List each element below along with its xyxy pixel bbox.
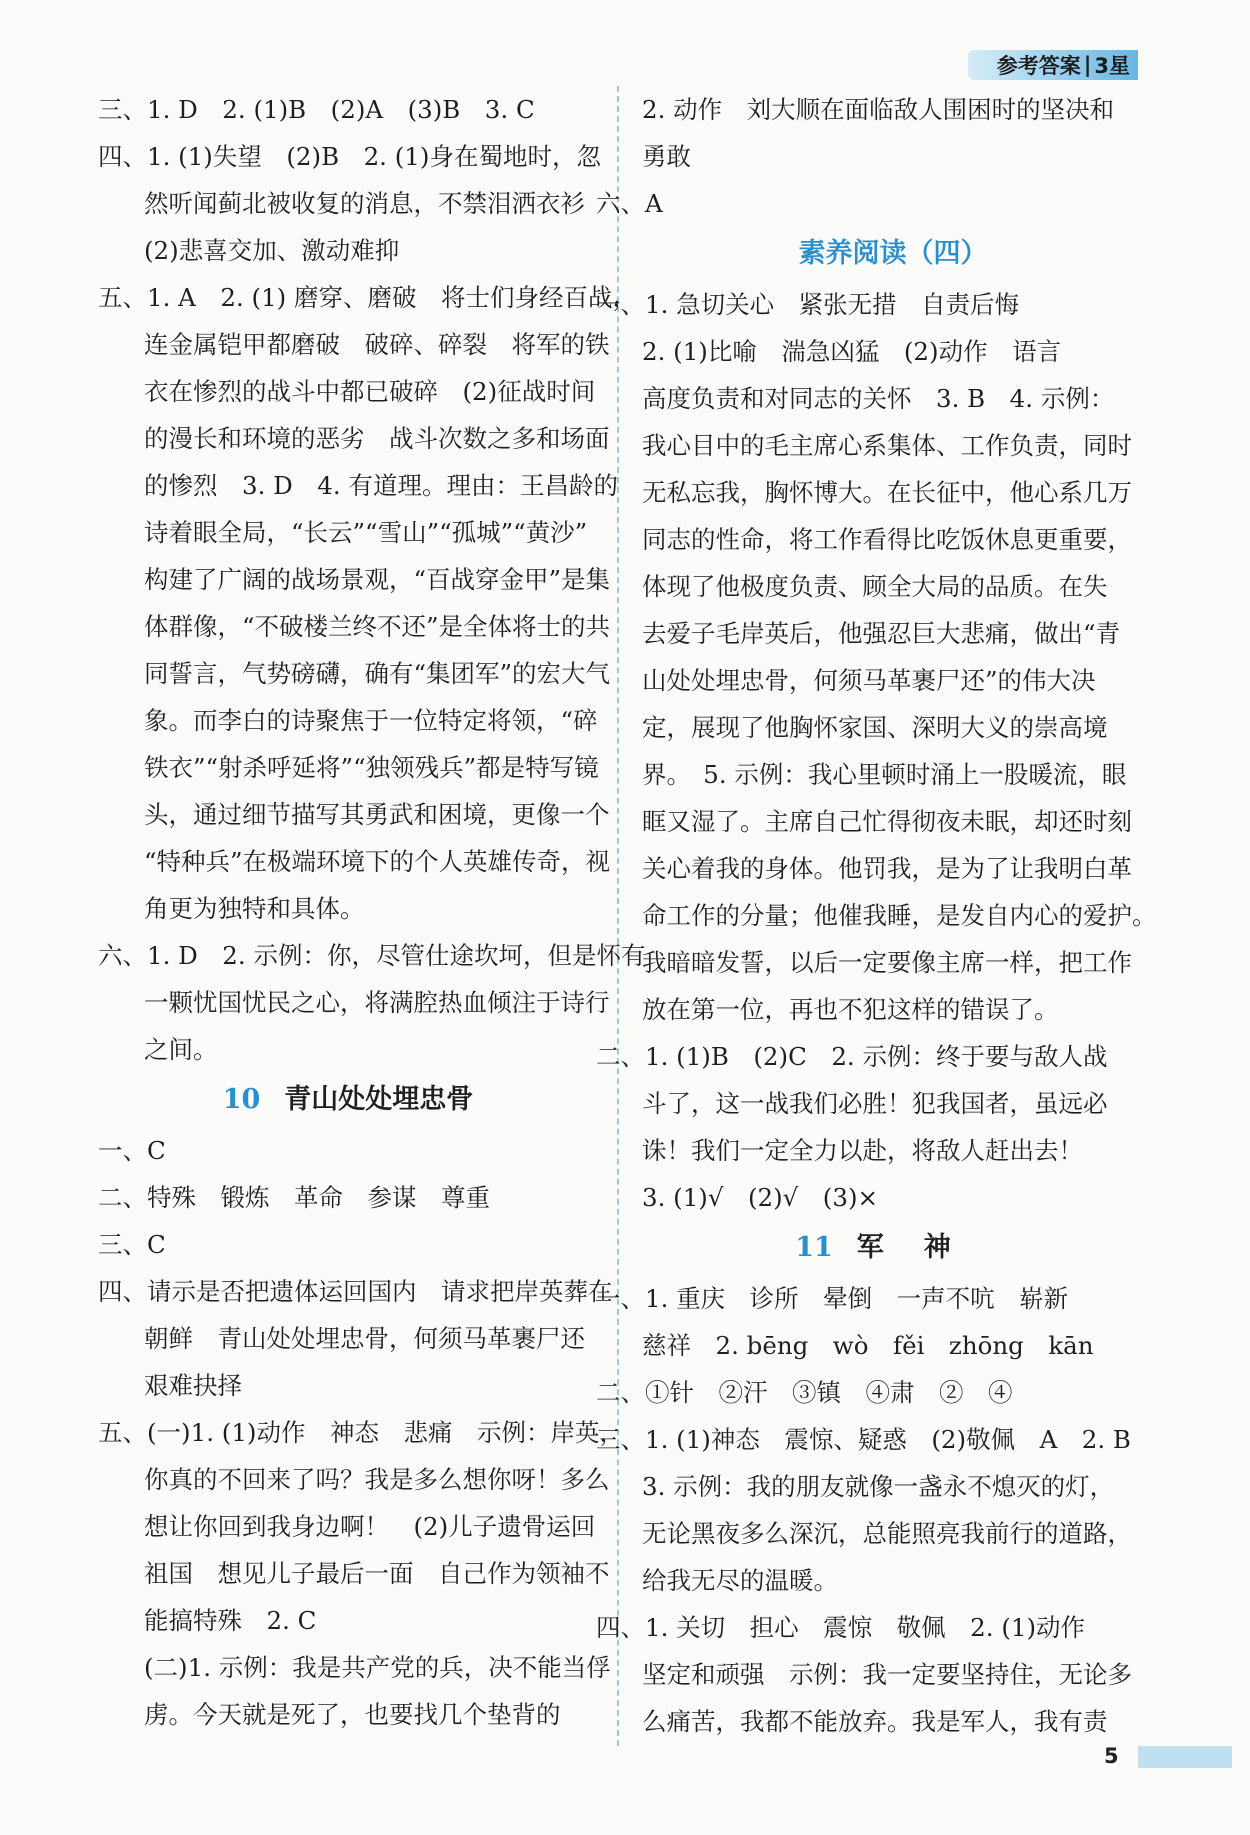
answer-line: 诛！我们一定全力以赴，将敌人赶出去！ [642, 1136, 1083, 1165]
answer-line: 铁衣”“射杀呼延将”“独领残兵”都是特写镜 [144, 753, 599, 782]
answer-line: 无论黑夜多么深沉，总能照亮我前行的道路， [642, 1519, 1132, 1548]
header-badge: 参考答案 | 3星 [968, 50, 1138, 80]
answer-line: 关心着我的身体。他罚我，是为了让我明白革 [642, 854, 1132, 883]
answer-line: 朝鲜 青山处处埋忠骨，何须马革裹尸还 [144, 1324, 585, 1353]
answer-line: 然听闻蓟北被收复的消息，不禁泪洒衣衫 [144, 189, 585, 218]
column-divider [617, 86, 619, 1746]
answer-line: 四、1. 关切 担心 震惊 敬佩 2. (1)动作 [596, 1613, 1086, 1642]
answer-line: 头，通过细节描写其勇武和困境，更像一个 [144, 800, 610, 829]
answer-line: 体群像，“不破楼兰终不还”是全体将士的共 [144, 612, 611, 641]
right-column [596, 86, 1157, 1745]
reading-4-title: 素养阅读（四） [798, 238, 988, 269]
answer-line: 二、1. (1)B (2)C 2. 示例：终于要与敌人战 [596, 1042, 1108, 1071]
answer-line: 三、C [98, 1230, 166, 1259]
answer-line: 给我无尽的温暖。 [642, 1566, 838, 1595]
answer-line: 诗着眼全局，“长云”“雪山”“孤城”“黄沙” [144, 518, 588, 547]
header-label: 参考答案 [996, 54, 1081, 78]
answer-line: 构建了广阔的战场景观，“百战穿金甲”是集 [144, 565, 611, 594]
answer-line: 同誓言，气势磅礴，确有“集团军”的宏大气 [144, 659, 611, 688]
answer-line: 定，展现了他胸怀家国、深明大义的崇高境 [642, 713, 1108, 742]
lesson-11-title [642, 1223, 1144, 1273]
answer-line: 山处处埋忠骨，何须马革裹尸还”的伟大决 [642, 666, 1096, 695]
answer-line: 你真的不回来了吗？我是多么想你呀！多么 [144, 1465, 610, 1494]
answer-line: 体现了他极度负责、顾全大局的品质。在失 [642, 572, 1108, 601]
answer-line: 高度负责和对同志的关怀 3. B 4. 示例： [642, 384, 1115, 413]
lesson-number: 11 [795, 1232, 833, 1263]
answer-line: 祖国 想见儿子最后一面 自己作为领袖不 [144, 1559, 610, 1588]
answer-line: 我暗暗发誓，以后一定要像主席一样，把工作 [642, 948, 1132, 977]
answer-line: (2)悲喜交加、激动难抑 [144, 236, 400, 265]
answer-line: 能搞特殊 2. C [144, 1606, 317, 1635]
answer-line: 四、1. (1)失望 (2)B 2. (1)身在蜀地时，忽 [98, 142, 601, 171]
answer-line: 艰难抉择 [144, 1371, 242, 1400]
answer-line: “特种兵”在极端环境下的个人英雄传奇，视 [144, 847, 611, 876]
answer-line: 一、C [98, 1136, 166, 1165]
answer-line: 界。 5. 示例：我心里顿时涌上一股暖流，眼 [642, 760, 1127, 789]
answer-line: 勇敢 [642, 142, 691, 171]
answer-line: 四、请示是否把遗体运回国内 请求把岸英葬在 [98, 1277, 613, 1306]
answer-line: 坚定和顽强 示例：我一定要坚持住，无论多 [642, 1660, 1132, 1689]
answer-line: 放在第一位，再也不犯这样的错误了。 [642, 995, 1059, 1024]
answer-line: 三、1. D 2. (1)B (2)A (3)B 3. C [98, 95, 535, 124]
answer-line: 我心目中的毛主席心系集体、工作负责，同时 [642, 431, 1132, 460]
answer-line: 角更为独特和具体。 [144, 894, 365, 923]
answer-line: 三、1. (1)神态 震惊、疑惑 (2)敬佩 A 2. B [596, 1425, 1131, 1454]
answer-line: 衣在惨烈的战斗中都已破碎 (2)征战时间 [144, 377, 596, 406]
answer-line: 2. (1)比喻 湍急凶猛 (2)动作 语言 [642, 337, 1062, 366]
answer-line: 命工作的分量；他催我睡，是发自内心的爱护。 [642, 901, 1157, 930]
lesson-name: 军神 [856, 1232, 991, 1263]
answer-line: 同志的性命，将工作看得比吃饭休息更重要， [642, 525, 1132, 554]
answer-line: 连金属铠甲都磨破 破碎、碎裂 将军的铁 [144, 330, 610, 359]
answer-line: 虏。今天就是死了，也要找几个垫背的 [144, 1700, 561, 1729]
answer-line: (二)1. 示例：我是共产党的兵，决不能当俘 [144, 1653, 611, 1682]
answer-line: 一颗忧国忧民之心，将满腔热血倾注于诗行 [144, 988, 610, 1017]
answer-line: 斗了，这一战我们必胜！犯我国者，虽远必 [642, 1089, 1108, 1118]
lesson-number: 10 [222, 1084, 261, 1115]
answer-line: 五、1. A 2. (1) 磨穿、磨破 将士们身经百战， [98, 283, 638, 312]
answer-line: 二、①针 ②汗 ③镇 ④肃 ② ④ [596, 1378, 1013, 1407]
lesson-10-title [98, 1075, 598, 1125]
answer-line: 3. (1)√ (2)√ (3)× [642, 1183, 879, 1212]
lesson-name: 青山处处埋忠骨 [284, 1084, 474, 1115]
answer-line: 去爱子毛岸英后，他强忍巨大悲痛，做出“青 [642, 619, 1121, 648]
answer-line: 的漫长和环境的恶劣 战斗次数之多和场面 [144, 424, 610, 453]
header-level: 3星 [1094, 54, 1130, 78]
answer-line: 2. 动作 刘大顺在面临敌人围困时的坚决和 [642, 95, 1115, 124]
answer-line: 眶又湿了。主席自己忙得彻夜未眠，却还时刻 [642, 807, 1132, 836]
answer-line: 六、1. D 2. 示例：你，尽管仕途坎坷，但是怀有 [98, 941, 646, 970]
page-number: 5 [1104, 1744, 1119, 1768]
answer-line: 的惨烈 3. D 4. 有道理。理由：王昌龄的 [144, 471, 618, 500]
answer-line: 慈祥 2. bēng wò fěi zhōng kān [642, 1331, 1094, 1360]
answer-line: 么痛苦，我都不能放弃。我是军人，我有责 [642, 1707, 1108, 1736]
answer-line: 二、特殊 锻炼 革命 参谋 尊重 [98, 1183, 490, 1212]
page-number-bar [1138, 1746, 1232, 1768]
answer-line: 象。而李白的诗聚焦于一位特定将领，“碎 [144, 706, 598, 735]
answer-line: 一、1. 重庆 诊所 晕倒 一声不吭 崭新 [596, 1284, 1069, 1313]
answer-line: 五、(一)1. (1)动作 神态 悲痛 示例：岸英， [98, 1418, 624, 1447]
answer-line: 之间。 [144, 1035, 218, 1064]
answer-line: 3. 示例：我的朋友就像一盏永不熄灭的灯， [642, 1472, 1115, 1501]
answer-line: 想让你回到我身边啊！ (2)儿子遗骨运回 [144, 1512, 596, 1541]
answer-line: 一、1. 急切关心 紧张无措 自责后悔 [596, 290, 1020, 319]
answer-line: 无私忘我，胸怀博大。在长征中，他心系几万 [642, 478, 1132, 507]
answer-line: 六、A [596, 189, 663, 218]
